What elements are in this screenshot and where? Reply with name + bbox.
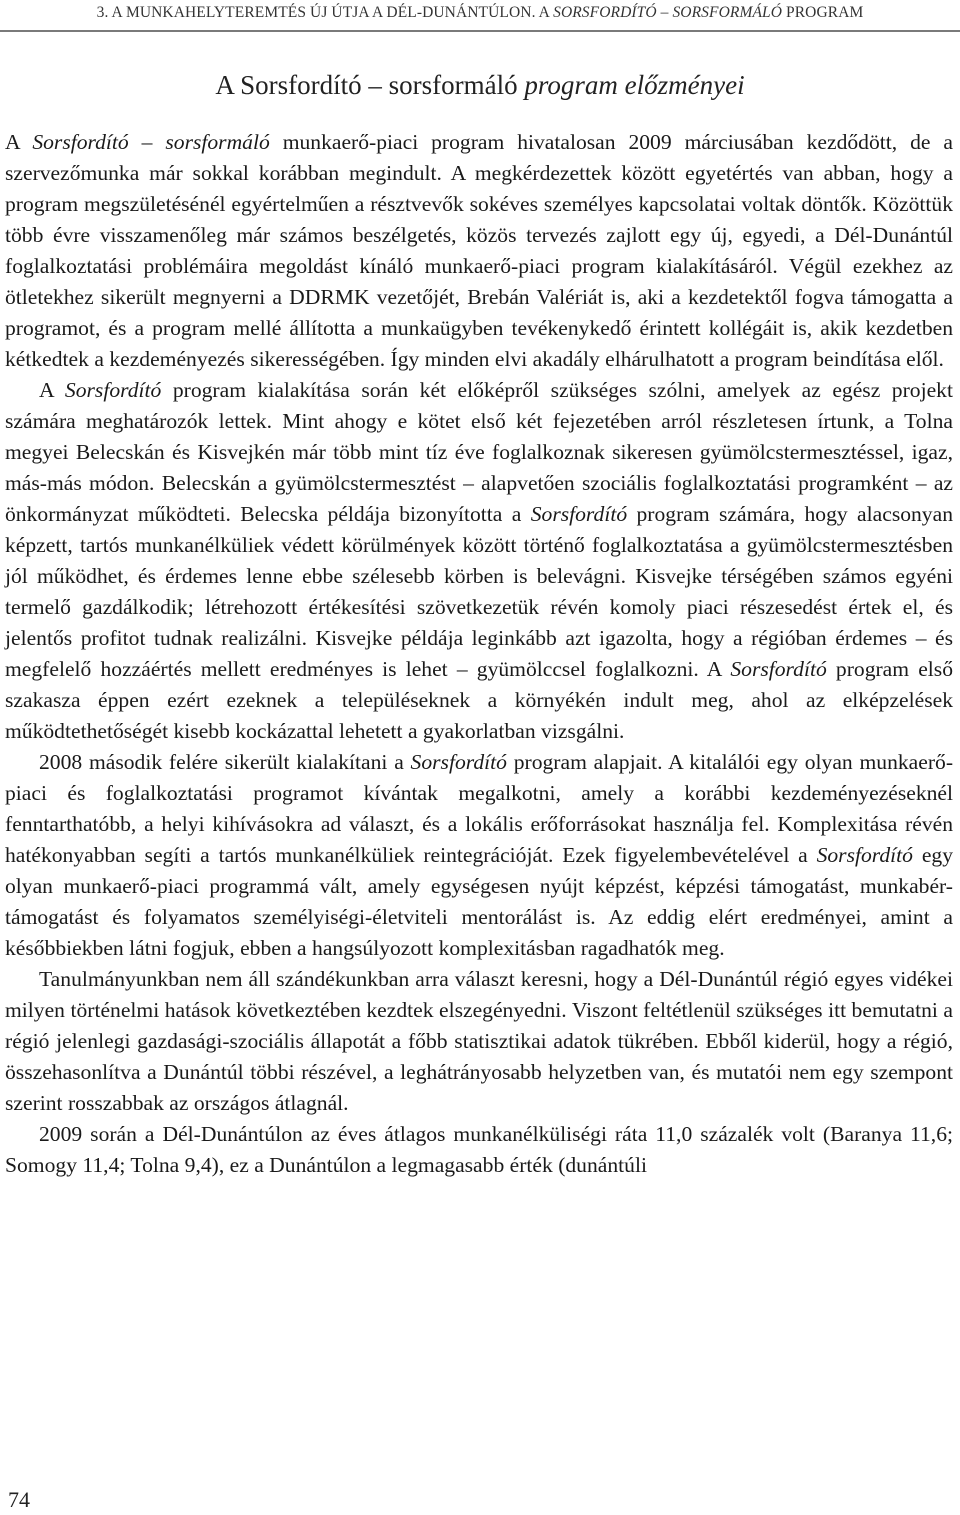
italic-run: Sorsfordító (530, 502, 628, 526)
body-paragraph (5, 375, 953, 747)
running-head-italic: SORSFORDÍTÓ – SORSFORMÁLÓ (553, 4, 783, 21)
text-run: A (5, 130, 33, 154)
text-run: program első szakasza éppen ezért ezeknek a településeknek a környékén indult meg, ahol az elképzelések működtethetőségét kisebb kockázattal lehetett a gyakorlatban vizsgálni. (5, 657, 953, 743)
text-run: 2009 során a Dél-Dunántúlon az éves átlagos munkanélküliségi ráta 11,0 százalék volt (Baranya 11,6; Somogy 11,4; Tolna 9,4), ez a Dunántúlon a legmagasabb érték (dunántúli (5, 1122, 953, 1177)
body-paragraph (5, 747, 953, 964)
running-head-prefix: 3. A MUNKAHELYTEREMTÉS ÚJ ÚTJA A DÉL-DUNÁNTÚLON. A (96, 4, 554, 21)
body-text (5, 127, 953, 1181)
text-run: egy olyan munkaerő-piaci programmá vált, amely egységesen nyújt képzést, képzési támogatást, munkabér-támogatást és folyamatos személyiségi-életviteli mentorálást is. Az eddig elért eredményei, amint a későbbiekben látni fogjuk, ebben a hangsúlyozott komplexitásban ragadhatók meg. (5, 843, 953, 960)
italic-run: Sorsfordító (730, 657, 827, 681)
header-rule (0, 30, 960, 32)
section-title-roman: A Sorsfordító – sorsformáló (215, 70, 525, 100)
page-number: 74 (8, 1487, 30, 1512)
section-title (0, 70, 960, 101)
running-head-suffix: PROGRAM (782, 4, 864, 21)
text-run: 2008 második felére sikerült kialakítani a (39, 750, 411, 774)
body-paragraph (5, 127, 953, 375)
body-paragraph (5, 1119, 953, 1181)
text-run: program alapjait. A kitalálói egy olyan munkaerő-piaci és foglalkoztatási programot kívántak megalkotni, amely a korábbi kezdeményezéseknél fenntarthatóbb, a helyi kihívásokra ad választ, és a lokális erőforrásokat használja fel. Komplexitása révén hatékonyabban segíti a tartós munkanélküliek reintegrációját. Ezek figyelembevételével a (5, 750, 954, 867)
running-head (0, 4, 960, 22)
text-run: munkaerő-piaci program hivatalosan 2009 márciusában kezdődött, de a szervezőmunka már sokkal korábban megindult. A megkérdezettek között egyetértés van abban, hogy a program megszületésénél egyértelműen a résztvevők sokéves személyes kapcsolatai voltak döntők. Közöttük több évre visszamenőleg már számos beszélgetés, közös tervezés zajlott egy új, egyedi, a Dél-Dunántúl foglalkoztatási problémáira megoldást kínáló munkaerő-piaci program kialakításáról. Végül ezekhez az ötletekhez sikerült megnyerni a DDRMK vezetőjét, Brebán Valériát is, aki a kezdetektől fogva támogatta a programot, és a program mellé állította a munkaügyben tevékenykedő érintett kollégáit is, akik kezdetben kétkedtek a kezdeményezés sikerességében. Így minden elvi akadály elhárulhatott a program beindítása elől. (5, 130, 953, 371)
italic-run: Sorsfordító (410, 750, 507, 774)
text-run: program kialakítása során két előképről szükséges szólni, amelyek az egész projekt számára meghatározók lettek. Mint ahogy e kötet első két fejezetében arról részletesen írtunk, a Tolna megyei Belecskán és Kisvejkén már több mint tíz éve foglalkoznak sikeresen gyümölcstermesztéssel, igaz, más-más módon. Belecskán a gyümölcstermesztést – alapvetően szociális foglalkoztatási programként – az önkormányzat működteti. Belecska példája bizonyította a (5, 378, 953, 526)
body-paragraph (5, 964, 953, 1119)
text-run: A (39, 378, 65, 402)
text-run: program számára, hogy alacsonyan képzett, tartós munkanélküliek védett körülmények között történő foglalkoztatása a gyümölcstermesztésben jól működhet, és érdemes lenne ebbe szélesebb körben is belevágni. Kisvejke térségében számos egyéni termelő gazdálkodik; létrehozott értékesítési szövetkezetük révén komoly piaci részesedést értek el, és jelentős profitot tudnak realizálni. Kisvejke példája leginkább azt igazolta, hogy a régióban érdemes – és megfelelő hozzáértés mellett eredményes is lehet – gyümölccsel foglalkozni. A (5, 502, 953, 681)
text-run: Tanulmányunkban nem áll szándékunkban arra választ keresni, hogy a Dél-Dunántúl régió egyes vidékei milyen történelmi hatások következtében kezdtek elszegényedni. Viszont feltétlenül szükséges itt bemutatni a régió jelenlegi gazdasági-szociális állapotát a főbb statisztikai adatok tükrében. Ebből kiderül, hogy a régió, összehasonlítva a Dunántúl többi részével, a leghátrányosabb helyzetben van, és mutatói nem egy szempont szerint rosszabbak az országos átlagnál. (5, 967, 953, 1115)
section-title-italic: program előzményei (524, 70, 745, 100)
italic-run: Sorsfordító (816, 843, 913, 867)
italic-run: Sorsfordító – sorsformáló (32, 130, 270, 154)
italic-run: Sorsfordító (64, 378, 162, 402)
